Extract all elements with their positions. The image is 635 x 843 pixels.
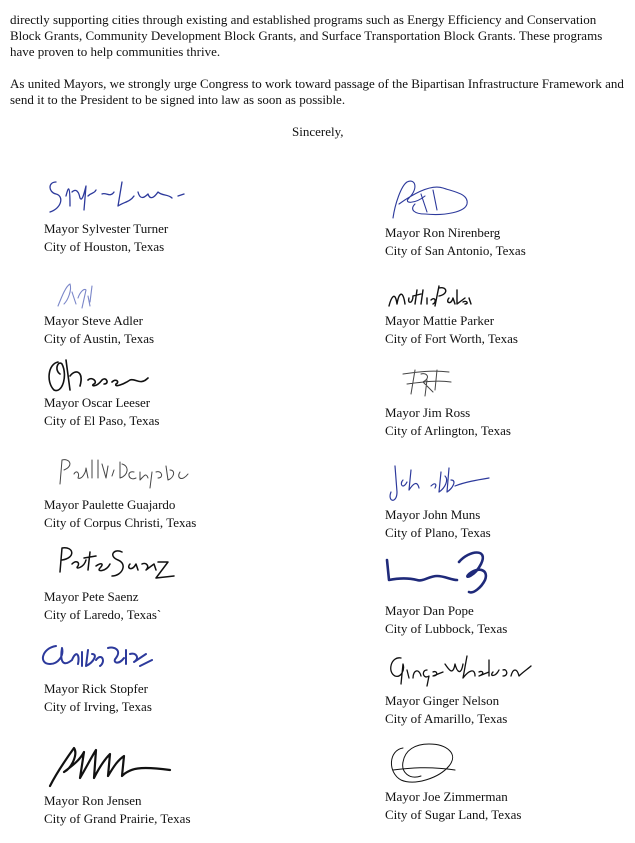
signatory-city: City of Corpus Christi, Texas xyxy=(44,515,197,530)
signature-zimmerman-image xyxy=(385,740,465,788)
signatory-parker xyxy=(385,280,625,350)
signatory-city: City of Grand Prairie, Texas xyxy=(44,811,191,826)
signatory-city: City of Laredo, Texas` xyxy=(44,607,162,622)
signatory-title: Mayor Mattie Parker xyxy=(385,313,495,328)
signatory-city: City of Fort Worth, Texas xyxy=(385,331,518,346)
signatory-title: Mayor Oscar Leeser xyxy=(44,395,151,410)
signatory-jensen xyxy=(44,738,284,834)
signatory-city: City of Houston, Texas xyxy=(44,239,165,254)
signatory-title: Mayor Ginger Nelson xyxy=(385,693,500,708)
signature-nirenberg-image xyxy=(385,174,481,224)
signatory-title: Mayor Paulette Guajardo xyxy=(44,497,176,512)
signatory-leeser xyxy=(44,356,284,436)
body-paragraph-1: directly supporting cities through existing and established programs such as Energy Efficiency and Conservation Block Grants, Community Development Block Grants, and Surface Transportation Block Grants. These programs have proven to help communities thrive. xyxy=(10,12,603,59)
signature-ross-image xyxy=(397,364,457,400)
signatory-title: Mayor Ron Jensen xyxy=(44,793,142,808)
closing-salutation: Sincerely, xyxy=(292,124,344,139)
signatory-title: Mayor Steve Adler xyxy=(44,313,143,328)
signatory-city: City of Irving, Texas xyxy=(44,699,152,714)
signatory-muns xyxy=(385,462,625,542)
signatory-title: Mayor John Muns xyxy=(385,507,481,522)
signatory-title: Mayor Jim Ross xyxy=(385,405,471,420)
signatory-city: City of El Paso, Texas xyxy=(44,413,160,428)
signature-muns-image xyxy=(385,462,495,506)
signatory-guajardo xyxy=(44,454,284,534)
signature-nelson-image xyxy=(385,650,535,688)
signatory-nirenberg xyxy=(385,174,625,264)
signatory-city: City of Austin, Texas xyxy=(44,331,155,346)
signatory-title: Mayor Joe Zimmerman xyxy=(385,789,508,804)
signatory-title: Mayor Pete Saenz xyxy=(44,589,139,604)
signatory-city: City of Amarillo, Texas xyxy=(385,711,508,726)
signatory-title: Mayor Ron Nirenberg xyxy=(385,225,501,240)
signatory-stopfer xyxy=(36,640,276,720)
signature-pope-image xyxy=(385,546,497,602)
signature-jensen-image xyxy=(44,738,174,792)
signature-saenz-image xyxy=(50,542,180,588)
signature-guajardo-image xyxy=(52,454,202,494)
signature-stopfer-image xyxy=(36,640,156,676)
signatory-city: City of Lubbock, Texas xyxy=(385,621,508,636)
signatory-turner xyxy=(44,172,284,262)
signatory-zimmerman xyxy=(385,740,625,830)
signatory-nelson xyxy=(385,650,625,730)
signatory-saenz xyxy=(44,542,284,622)
signatory-city: City of San Antonio, Texas xyxy=(385,243,526,258)
body-paragraph-2: As united Mayors, we strongly urge Congress to work toward passage of the Bipartisan Infrastructure Framework and send it to the President to be signed into law as soon as possible. xyxy=(10,76,624,107)
signatory-title: Mayor Sylvester Turner xyxy=(44,221,169,236)
signature-adler-image xyxy=(50,278,100,312)
signature-turner-image xyxy=(44,172,194,220)
signatory-ross xyxy=(385,364,625,444)
signatory-city: City of Plano, Texas xyxy=(385,525,491,540)
signatory-adler xyxy=(44,278,284,348)
signatory-city: City of Sugar Land, Texas xyxy=(385,807,522,822)
signature-leeser-image xyxy=(44,356,154,396)
signatory-title: Mayor Dan Pope xyxy=(385,603,474,618)
signatory-title: Mayor Rick Stopfer xyxy=(44,681,148,696)
signatory-city: City of Arlington, Texas xyxy=(385,423,511,438)
signatory-pope xyxy=(385,546,625,638)
signature-parker-image xyxy=(385,280,475,312)
